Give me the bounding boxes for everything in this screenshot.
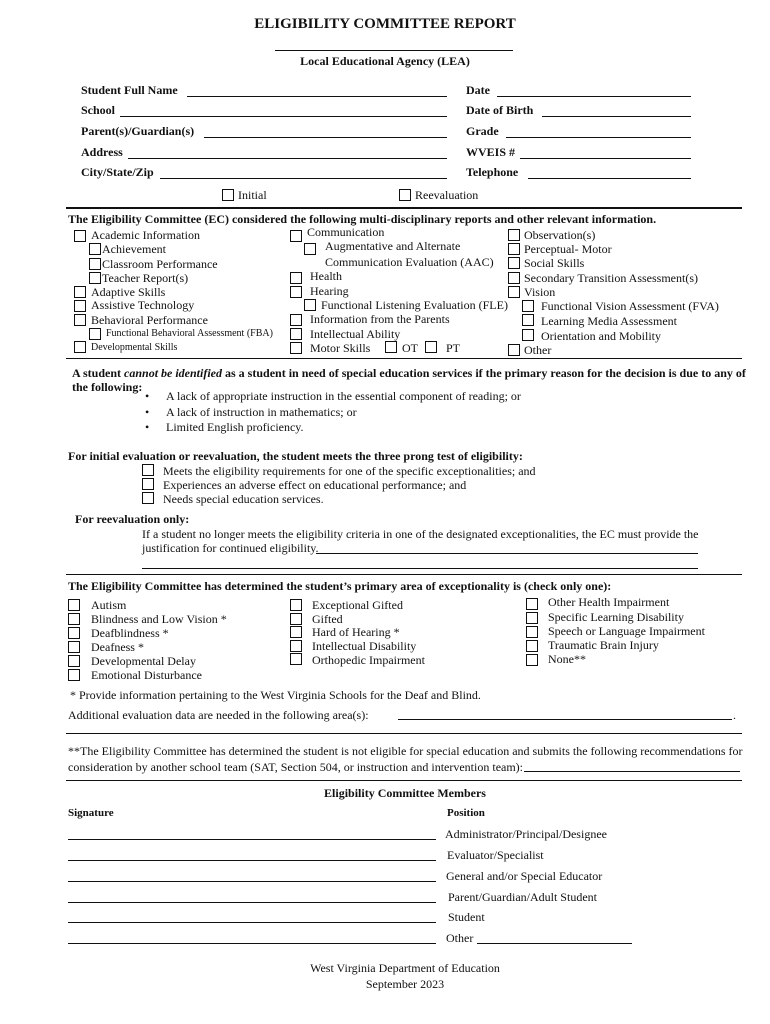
justification-field-2[interactable] [142, 568, 698, 569]
vision-checkbox[interactable] [508, 286, 520, 298]
other-health-impairment-label: Other Health Impairment [548, 595, 670, 609]
prong-checkbox-2[interactable] [142, 478, 154, 490]
hearing-checkbox[interactable] [290, 286, 302, 298]
position-educator: General and/or Special Educator [446, 869, 603, 883]
reports-heading: The Eligibility Committee (EC) considered the following multi-disciplinary reports and other relevant information. [68, 212, 657, 226]
student-name-field[interactable] [187, 96, 447, 97]
prong-checkbox-3[interactable] [142, 492, 154, 504]
learning-media-label: Learning Media Assessment [541, 314, 677, 328]
recommendations-field[interactable] [524, 771, 740, 772]
teacher-reports-label: Teacher Report(s) [102, 271, 189, 285]
academic-information-checkbox[interactable] [74, 230, 86, 242]
fva-checkbox[interactable] [522, 300, 534, 312]
exclusion-bullet-1: A lack of appropriate instruction in the essential component of reading; or [166, 389, 521, 403]
aac-checkbox[interactable] [304, 243, 316, 255]
address-field[interactable] [128, 158, 447, 159]
achievement-checkbox[interactable] [89, 243, 101, 255]
prong-heading: For initial evaluation or reevaluation, the student meets the three prong test of eligibility: [68, 449, 523, 463]
deaf-blind-footnote: * Provide information pertaining to the West Virginia Schools for the Deaf and Blind. [70, 688, 481, 702]
city-state-zip-field[interactable] [160, 178, 447, 179]
position-parent: Parent/Guardian/Adult Student [448, 890, 597, 904]
aac-label-1: Augmentative and Alternate [325, 239, 461, 253]
parents-info-label: Information from the Parents [310, 312, 450, 326]
reeval-text-2: justification for continued eligibility. [142, 541, 319, 555]
intellectual-ability-checkbox[interactable] [290, 328, 302, 340]
classroom-performance-label: Classroom Performance [102, 257, 218, 271]
orientation-mobility-checkbox[interactable] [522, 329, 534, 341]
initial-label: Initial [238, 188, 267, 202]
wveis-label: WVEIS # [466, 145, 516, 159]
address-label: Address [81, 145, 123, 159]
achievement-label: Achievement [102, 242, 166, 256]
telephone-field[interactable] [528, 178, 691, 179]
communication-label: Communication [307, 225, 385, 239]
specific-learning-disability-label: Specific Learning Disability [548, 610, 684, 624]
orthopedic-impairment-label: Orthopedic Impairment [312, 653, 425, 667]
health-checkbox[interactable] [290, 272, 302, 284]
motor-skills-label: Motor Skills [310, 341, 371, 355]
secondary-transition-label: Secondary Transition Assessment(s) [524, 271, 698, 285]
reevaluation-checkbox[interactable] [399, 189, 411, 201]
health-label: Health [310, 269, 342, 283]
exclusion-bullet-2: A lack of instruction in mathematics; or [166, 405, 357, 419]
reeval-heading: For reevaluation only: [75, 512, 190, 526]
learning-media-checkbox[interactable] [522, 314, 534, 326]
parent-guardian-field[interactable] [204, 137, 447, 138]
exclusion-emphasis: cannot be identified [124, 366, 223, 380]
section-divider [66, 358, 742, 359]
footer-department: West Virginia Department of Education [310, 961, 500, 975]
intellectual-ability-label: Intellectual Ability [310, 327, 401, 341]
position-student: Student [448, 910, 485, 924]
position-evaluator: Evaluator/Specialist [447, 848, 544, 862]
school-field[interactable] [120, 116, 447, 117]
reevaluation-label: Reevaluation [415, 188, 479, 202]
emotional-disturbance-checkbox[interactable] [68, 669, 80, 681]
not-eligible-line-1: **The Eligibility Committee has determined the student is not eligible for special education and submits the following recommendations for [68, 744, 743, 758]
footer-date: September 2023 [365, 977, 445, 991]
assistive-technology-label: Assistive Technology [91, 298, 195, 312]
orientation-mobility-label: Orientation and Mobility [541, 329, 661, 343]
exclusion-statement [72, 366, 746, 381]
pt-label: PT [446, 341, 461, 355]
traumatic-brain-injury-checkbox[interactable] [526, 640, 538, 652]
lea-field-line[interactable] [275, 50, 513, 51]
gifted-checkbox[interactable] [290, 613, 302, 625]
classroom-performance-checkbox[interactable] [89, 258, 101, 270]
academic-information-label: Academic Information [91, 228, 200, 242]
position-column-label: Position [447, 807, 485, 819]
other-position-field[interactable] [477, 943, 632, 944]
justification-field[interactable] [316, 553, 698, 554]
bullet-icon: • [145, 420, 150, 434]
date-field[interactable] [497, 96, 691, 97]
signature-line[interactable] [68, 839, 436, 840]
not-eligible-line-2: consideration by another school team (SAT, Section 504, or instruction and intervention team): [68, 760, 524, 774]
blindness-checkbox[interactable] [68, 613, 80, 625]
period-mark: . [733, 708, 736, 722]
bullet-icon: • [145, 405, 150, 419]
section-divider [66, 207, 742, 209]
adaptive-skills-checkbox[interactable] [74, 286, 86, 298]
observations-checkbox[interactable] [508, 229, 520, 241]
perceptual-motor-label: Perceptual- Motor [524, 242, 612, 256]
exclusion-rest: as a student in need of special education services if the primary reason for the decision is due to any of [222, 366, 746, 380]
autism-label: Autism [91, 598, 127, 612]
hard-of-hearing-label: Hard of Hearing * [312, 625, 400, 639]
telephone-label: Telephone [466, 165, 519, 179]
ot-checkbox[interactable] [385, 341, 397, 353]
developmental-skills-checkbox[interactable] [74, 341, 86, 353]
other-report-label: Other [524, 343, 552, 357]
dob-label: Date of Birth [466, 103, 534, 117]
exceptional-gifted-label: Exceptional Gifted [312, 598, 403, 612]
exclusion-line2: the following: [72, 380, 143, 394]
hearing-label: Hearing [310, 284, 349, 298]
signature-line[interactable] [68, 922, 436, 923]
section-divider [66, 780, 742, 781]
signature-line[interactable] [68, 860, 436, 861]
initial-checkbox[interactable] [222, 189, 234, 201]
exceptionality-heading: The Eligibility Committee has determined the student’s primary area of exceptionality is (check only one): [68, 579, 612, 593]
none-label: None** [548, 652, 586, 666]
gifted-label: Gifted [312, 612, 343, 626]
other-health-impairment-checkbox[interactable] [526, 598, 538, 610]
deafness-checkbox[interactable] [68, 641, 80, 653]
members-heading: Eligibility Committee Members [324, 786, 486, 800]
additional-data-label: Additional evaluation data are needed in the following area(s): [68, 708, 369, 722]
deafblindness-label: Deafblindness * [91, 626, 169, 640]
autism-checkbox[interactable] [68, 599, 80, 611]
assistive-technology-checkbox[interactable] [74, 300, 86, 312]
traumatic-brain-injury-label: Traumatic Brain Injury [548, 638, 659, 652]
fba-checkbox[interactable] [89, 328, 101, 340]
developmental-delay-label: Developmental Delay [91, 654, 196, 668]
behavioral-performance-checkbox[interactable] [74, 314, 86, 326]
teacher-reports-checkbox[interactable] [89, 272, 101, 284]
wveis-field[interactable] [520, 158, 691, 159]
lea-label: Local Educational Agency (LEA) [300, 54, 470, 68]
signature-line[interactable] [68, 881, 436, 882]
grade-label: Grade [466, 124, 499, 138]
none-checkbox[interactable] [526, 654, 538, 666]
prong-item-3: Needs special education services. [163, 492, 324, 506]
social-skills-label: Social Skills [524, 256, 585, 270]
prong-checkbox-1[interactable] [142, 464, 154, 476]
grade-field[interactable] [506, 137, 691, 138]
section-divider [66, 733, 742, 734]
social-skills-checkbox[interactable] [508, 257, 520, 269]
intellectual-disability-checkbox[interactable] [290, 640, 302, 652]
dob-field[interactable] [542, 116, 691, 117]
reeval-text-1: If a student no longer meets the eligibility criteria in one of the designated exceptionalities, the EC must provide the [142, 527, 699, 541]
deafblindness-checkbox[interactable] [68, 627, 80, 639]
intellectual-disability-label: Intellectual Disability [312, 639, 417, 653]
blindness-label: Blindness and Low Vision * [91, 612, 227, 626]
additional-data-field[interactable] [398, 719, 732, 720]
exceptional-gifted-checkbox[interactable] [290, 599, 302, 611]
section-divider [66, 574, 742, 575]
aac-label-2: Communication Evaluation (AAC) [325, 255, 494, 269]
ot-label: OT [402, 341, 418, 355]
vision-label: Vision [524, 285, 556, 299]
signature-column-label: Signature [68, 807, 114, 819]
pt-checkbox[interactable] [425, 341, 437, 353]
prong-item-2: Experiences an adverse effect on educational performance; and [163, 478, 467, 492]
emotional-disturbance-label: Emotional Disturbance [91, 668, 202, 682]
exclusion-lead: A student [72, 366, 125, 380]
parent-guardian-label: Parent(s)/Guardian(s) [81, 124, 195, 138]
adaptive-skills-label: Adaptive Skills [91, 285, 166, 299]
fle-checkbox[interactable] [304, 299, 316, 311]
developmental-skills-label: Developmental Skills [91, 342, 178, 353]
orthopedic-impairment-checkbox[interactable] [290, 653, 302, 665]
prong-item-1: Meets the eligibility requirements for one of the specific exceptionalities; and [163, 464, 536, 478]
fba-label: Functional Behavioral Assessment (FBA) [106, 328, 273, 339]
developmental-delay-checkbox[interactable] [68, 655, 80, 667]
communication-checkbox[interactable] [290, 230, 302, 242]
student-name-label: Student Full Name [81, 83, 178, 97]
observations-label: Observation(s) [524, 228, 596, 242]
school-label: School [81, 103, 116, 117]
bullet-icon: • [145, 389, 150, 403]
other-report-checkbox[interactable] [508, 344, 520, 356]
exclusion-bullet-3: Limited English proficiency. [166, 420, 304, 434]
position-other: Other [446, 931, 474, 945]
city-state-zip-label: City/State/Zip [81, 165, 154, 179]
date-label: Date [466, 83, 490, 97]
signature-line[interactable] [68, 943, 436, 944]
motor-skills-checkbox[interactable] [290, 342, 302, 354]
page-title: ELIGIBILITY COMMITTEE REPORT [254, 16, 516, 32]
secondary-transition-checkbox[interactable] [508, 272, 520, 284]
speech-language-label: Speech or Language Impairment [548, 624, 705, 638]
fle-label: Functional Listening Evaluation (FLE) [321, 298, 508, 312]
speech-language-checkbox[interactable] [526, 626, 538, 638]
hard-of-hearing-checkbox[interactable] [290, 626, 302, 638]
fva-label: Functional Vision Assessment (FVA) [541, 299, 719, 313]
specific-learning-disability-checkbox[interactable] [526, 612, 538, 624]
deafness-label: Deafness * [91, 640, 144, 654]
behavioral-performance-label: Behavioral Performance [91, 313, 208, 327]
position-administrator: Administrator/Principal/Designee [445, 827, 607, 841]
perceptual-motor-checkbox[interactable] [508, 243, 520, 255]
parents-info-checkbox[interactable] [290, 314, 302, 326]
signature-line[interactable] [68, 902, 436, 903]
